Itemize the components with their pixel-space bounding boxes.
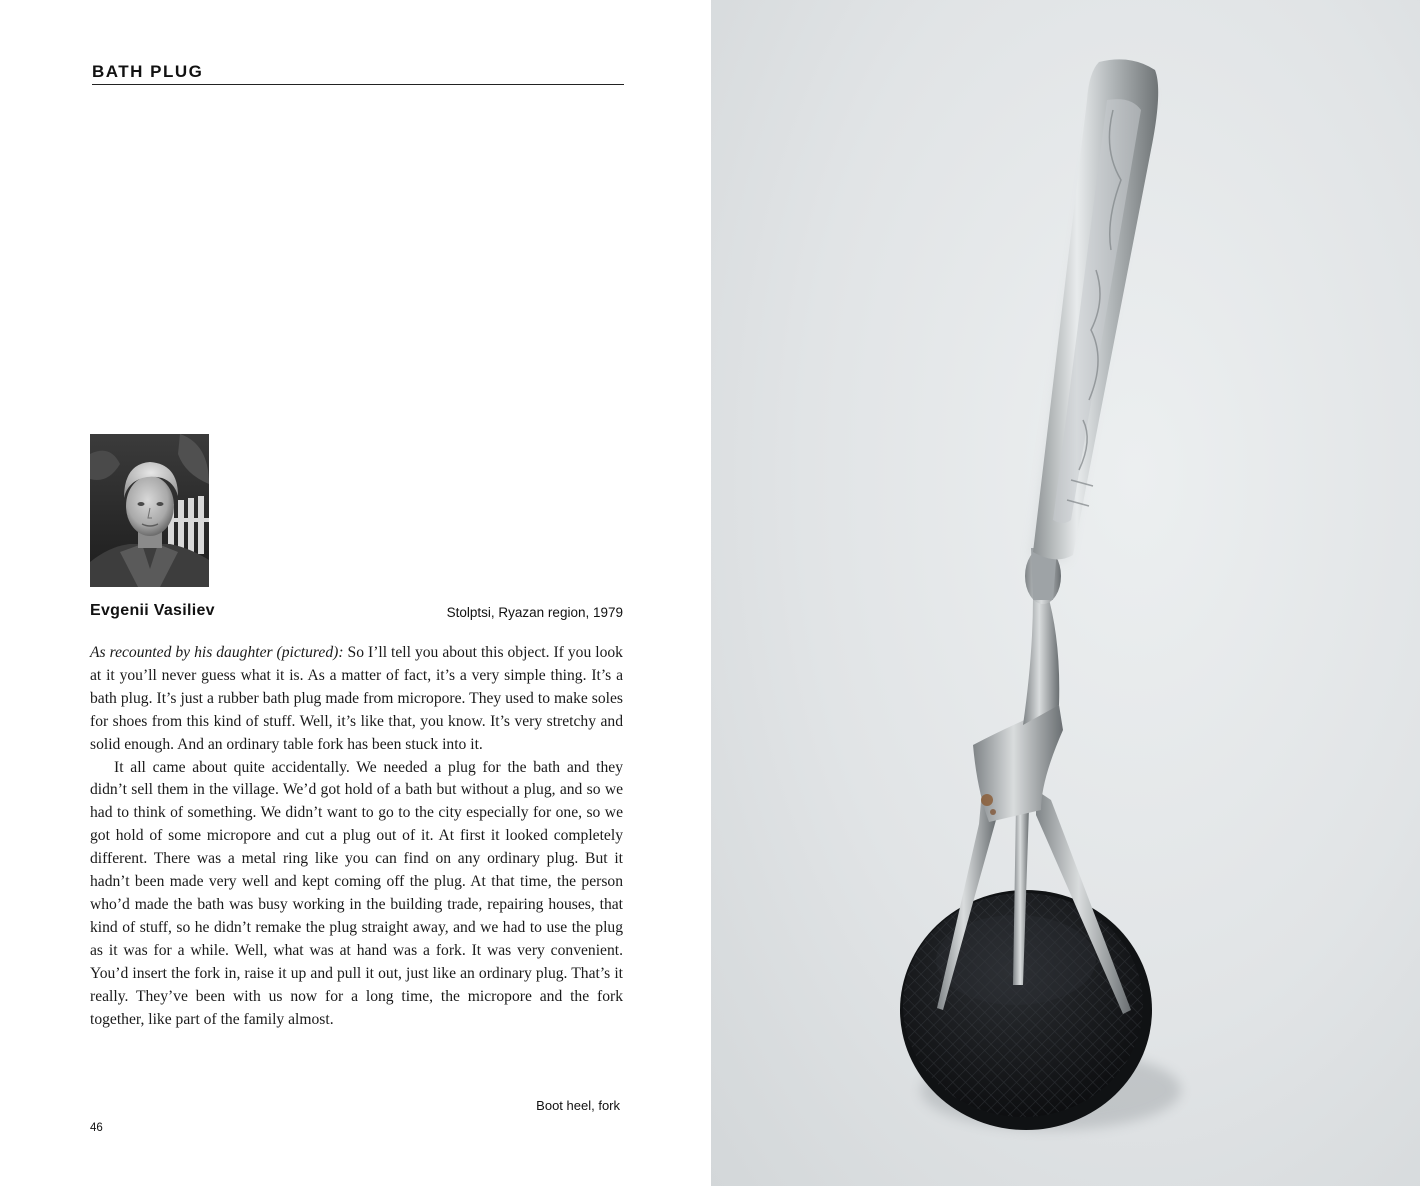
fork-in-plug-photo [711, 0, 1420, 1186]
story-paragraph-2: It all came about quite accidentally. We needed a plug for the bath and they didn’t sell them in the village. We’d got hold of a bath but without a plug, and so we had to think of something. We didn’t want to go to the city especially for one, so we got hold of some micropore and cut a plug out of it. At first it looked completely different. There was a metal ring like you can find on any ordinary plug. But it hadn’t been made very well and kept coming off the plug. At that time, the person who’d made the bath was busy working in the building trade, repairing houses, that kind of stuff, so he didn’t remake the plug straight away, and we had to use the plug as it was for a while. Well, what was at hand was a fork. It was very convenient. You’d insert the fork in, raise it up and pull it out, just like an ordinary plug. That’s it really. They’ve been with us now for a long time, the micropore and the fork together, like part of the family almost. [90, 758, 623, 1028]
story-paragraph-1-text: So I’ll tell you about this object. If you look at it you’ll never guess what it is. As a matter of fact, it’s a very simple thing. It’s a bath plug. It’s just a rubber bath plug made from micropore. They used to make soles for shoes from this kind of stuff. Well, it’s like that, you know. It’s very stretchy and solid enough. And an ordinary table fork has been stuck into it. [90, 644, 623, 753]
portrait-photo [90, 434, 209, 587]
photo-caption: Boot heel, fork [536, 1098, 620, 1113]
right-page [711, 0, 1420, 1186]
portrait-image [90, 434, 209, 587]
story-intro: As recounted by his daughter (pictured): [90, 644, 344, 661]
page-number: 46 [90, 1122, 103, 1134]
story-text [90, 642, 623, 1031]
person-name: Evgenii Vasiliev [90, 602, 215, 619]
place-and-year: Stolptsi, Ryazan region, 1979 [446, 605, 623, 620]
section-title: BATH PLUG [92, 62, 624, 85]
story-paragraph-1 [90, 642, 623, 757]
